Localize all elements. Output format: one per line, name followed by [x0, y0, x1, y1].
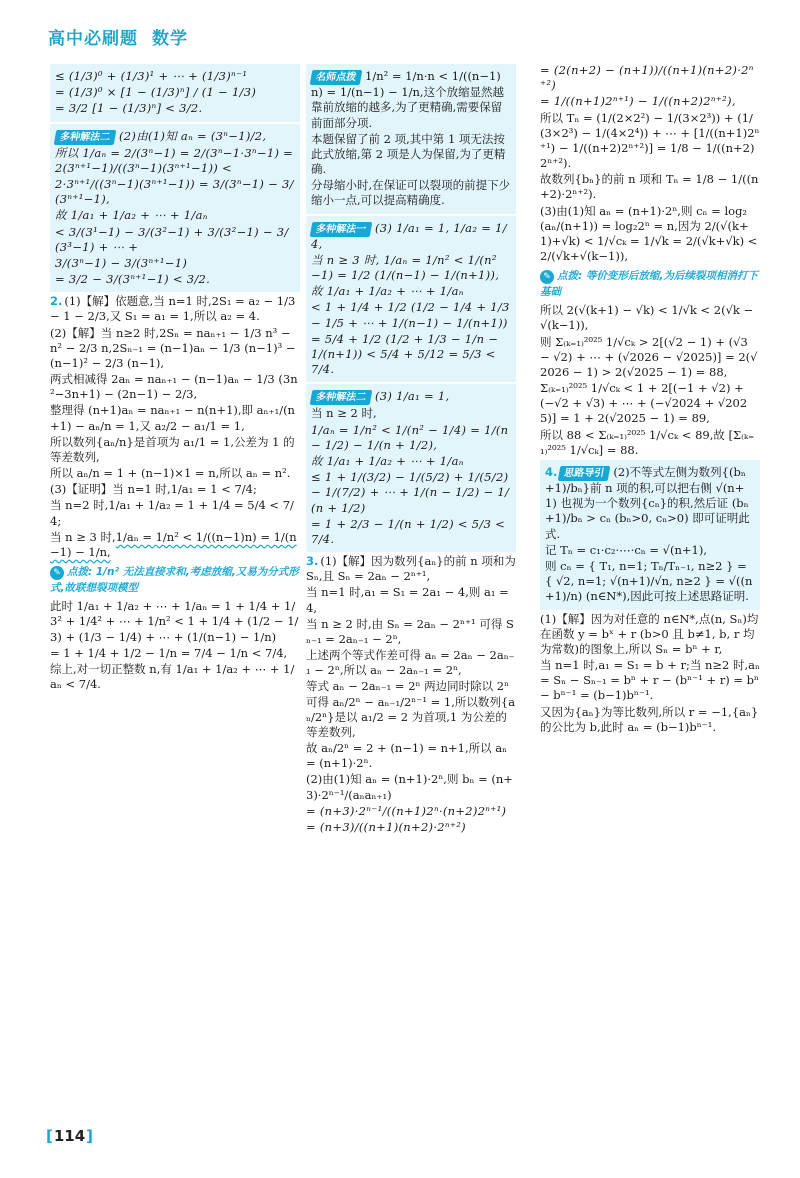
text-line: 上述两个等式作差可得 aₙ = 2aₙ − 2aₙ₋₁ − 2ⁿ,所以 aₙ − 2aₙ₋₁ = 2ⁿ, — [306, 648, 515, 678]
question-number: 2. — [50, 294, 63, 309]
method-tag: 多种解法二 — [54, 130, 117, 145]
method-tag: 多种解法一 — [310, 222, 373, 237]
solution-block-1a — [50, 64, 300, 122]
math-line: (2)由(1)知 aₙ = (3ⁿ−1)/2, — [119, 128, 267, 143]
math-line: 当 n ≥ 3 时, 1/aₙ = 1/n² < 1/(n²−1) = 1/2 (1/(n−1) − 1/(n+1)), — [311, 252, 500, 283]
teacher-note-block — [306, 64, 516, 214]
text-line: 此时 1/a₁ + 1/a₂ + ⋯ + 1/aₙ = 1 + 1/4 + 1/3² + 1/4² + ⋯ + 1/n² < 1 + 1/4 + (1/2 − 1/3) + (1/3 − 1/4) + ⋯ + (1/(n−1) − 1/n) — [50, 599, 299, 644]
text-line: (1)【解】因为对任意的 n∈N*,点(n, Sₙ)均在函数 y = bˣ + r (b>0 且 b≠1, b, r 均为常数)的图象上,所以 Sₙ = bⁿ + r, — [540, 611, 759, 656]
math-line: = 1 + 2/3 − 1/(n + 1/2) < 5/3 < 7/4. — [311, 516, 506, 546]
text-line: 故 aₙ/2ⁿ = 2 + (n−1) = n+1,所以 aₙ = (n+1)·2ⁿ. — [306, 741, 508, 771]
text-line: 当 n=1 时,a₁ = S₁ = b + r;当 n≥2 时,aₙ = Sₙ − Sₙ₋₁ = bⁿ + r − (bⁿ⁻¹ + r) = bⁿ − bⁿ⁻¹ = (b−1)bⁿ⁻¹. — [540, 658, 760, 703]
hint-note: ✎ 点拨: 1/n² 无法直接求和,考虑放缩,又易为分式形式,故联想裂项模型 — [50, 566, 299, 595]
math-line: 故 1/a₁ + 1/a₂ + ⋯ + 1/aₙ — [55, 208, 208, 223]
text-line: 综上,对一切正整数 n,有 1/a₁ + 1/a₂ + ⋯ + 1/aₙ < 7/4. — [50, 661, 295, 692]
guide-block — [540, 460, 760, 610]
math-line: = (2(n+2) − (n+1))/((n+1)(n+2)·2ⁿ⁺²) — [540, 63, 754, 93]
text-line: 记 Tₙ = c₁·c₂·⋯·cₙ = √(n+1), — [545, 542, 707, 557]
solution-block-2a — [306, 216, 516, 383]
text-line: 等式 aₙ − 2aₙ₋₁ = 2ⁿ 两边同时除以 2ⁿ 可得 aₙ/2ⁿ − aₙ₋₁/2ⁿ⁻¹ = 1,所以数列{aₙ/2ⁿ}是以 a₁/2 = 2 为首项,1 为公差的等差数列, — [306, 679, 516, 739]
math-line: < 3/(3¹−1) − 3/(3²−1) + 3/(3²−1) − 3/(3³−1) + ⋯ + — [55, 224, 289, 254]
text-line: 当 n=1 时,a₁ = S₁ = 2a₁ − 4,则 a₁ = 4, — [306, 585, 509, 615]
math-line: = (1/3)⁰ × [1 − (1/3)ⁿ] / (1 − 1/3) — [55, 85, 257, 100]
text-line: (1)【解】依题意,当 n=1 时,2S₁ = a₂ − 1/3 − 1 − 2/3,又 S₁ = a₁ = 1,所以 a₂ = 4. — [50, 294, 296, 324]
column-right — [540, 62, 760, 1122]
text-line: 当 n ≥ 2 时, — [311, 406, 377, 421]
page-header — [48, 24, 188, 49]
text-line: 所以 Tₙ = (1/(2×2²) − 1/(3×2³)) + (1/(3×2³) − 1/(4×2⁴)) + ⋯ + [1/((n+1)2ⁿ⁺¹) − 1/((n+2)2ⁿ⁺²)] = 1/8 − 1/((n+2)2ⁿ⁺²). — [540, 110, 760, 171]
math-line: ≤ 1 + 1/(3/2) − 1/(5/2) + 1/(5/2) − 1/(7/2) + ⋯ + 1/(n − 1/2) − 1/(n + 1/2) — [311, 470, 510, 515]
lightbulb-icon: ✎ — [540, 270, 554, 284]
text-line: = 1 + 1/4 + 1/2 − 1/n = 7/4 − 1/n < 7/4, — [50, 645, 288, 660]
text-line: 所以数列{aₙ/n}是首项为 a₁/1 = 1,公差为 1 的等差数列, — [50, 434, 295, 464]
solution-block-1b — [50, 124, 300, 293]
math-line: 故 1/a₁ + 1/a₂ + ⋯ + 1/aₙ — [311, 284, 464, 299]
math-line: = 5/4 + 1/2 (1/2 + 1/3 − 1/n − 1/(n+1)) < 5/4 + 5/12 = 5/3 < 7/4. — [311, 331, 499, 377]
question-number: 3. — [306, 554, 319, 569]
page-number: [ 114 ] — [46, 1127, 93, 1145]
lightbulb-icon: ✎ — [50, 566, 64, 580]
text-line: 1/aₙ = 1/n² < 1/((n−1)n) = 1/(n−1) − 1/n, — [50, 529, 297, 559]
text-line: 又因为{aₙ}为等比数列,所以 r = −1,{aₙ}的公比为 b,此时 aₙ = (b−1)bⁿ⁻¹. — [540, 704, 759, 734]
guide-tag: 思路导引 — [558, 466, 611, 481]
text-line: (2)不等式左侧为数列{(bₙ+1)/bₙ}前 n 项的积,可以把右侧 √(n+1) 也视为一个数列{cₙ}的积,然后证 (bₙ+1)/bₙ > cₙ (bₙ>0, cₙ>0) 即可证明此式. — [545, 464, 750, 541]
text-line: (2)【解】当 n≥2 时,2Sₙ = naₙ₊₁ − 1/3 n³ − n² − 2/3 n,2Sₙ₋₁ = (n−1)aₙ − 1/3 (n−1)³ − (n−1)² − 2/3 (n−1), — [50, 325, 296, 370]
text-line: (3)【证明】当 n=1 时,1/a₁ = 1 < 7/4; — [50, 482, 257, 497]
column-middle — [306, 62, 516, 1122]
math-line: ≤ (1/3)⁰ + (1/3)¹ + ⋯ + (1/3)ⁿ⁻¹ — [55, 69, 248, 83]
math-line: = 3/2 − 3/(3ⁿ⁺¹−1) < 3/2. — [55, 272, 211, 287]
math-line: (3) 1/a₁ = 1, 1/a₂ = 1/4, — [311, 220, 507, 251]
text-line: 本题保留了前 2 项,其中第 1 项无法按此式放缩,第 2 项是人为保留,为了更精确. — [311, 131, 506, 177]
math-line: 3/(3ⁿ−1) − 3/(3ⁿ⁺¹−1) — [55, 255, 188, 270]
math-line: 所以 1/aₙ = 2/(3ⁿ−1) = 2/(3ⁿ−1·3ⁿ−1) = 2(3ⁿ⁺¹−1)/((3ⁿ−1)(3ⁿ⁺¹−1)) < — [55, 145, 294, 175]
hint-note: ✎ 点拨: 等价变形后放缩,为后续裂项相消打下基础 — [540, 270, 758, 299]
text-line: 当 n ≥ 2 时,由 Sₙ = 2aₙ − 2ⁿ⁺¹ 可得 Sₙ₋₁ = 2aₙ₋₁ − 2ⁿ, — [306, 616, 514, 646]
text-line: (1)【解】因为数列{aₙ}的前 n 项和为 Sₙ,且 Sₙ = 2aₙ − 2ⁿ⁺¹, — [306, 554, 516, 584]
math-line: = (n+3)·2ⁿ⁻¹/((n+1)2ⁿ·(n+2)2ⁿ⁺¹) — [306, 803, 507, 818]
note-tag: 名师点拨 — [310, 70, 363, 85]
text-line: 1/n² = 1/n·n < 1/((n−1)n) = 1/(n−1) − 1/n,这个放缩显然越靠前放缩的越多,为了更精确,需要保留前面部分项. — [311, 69, 505, 130]
math-line: 1/aₙ = 1/n² < 1/(n² − 1/4) = 1/(n − 1/2) − 1/(n + 1/2), — [311, 422, 509, 452]
text-line: 则 Σ₍ₖ₌₁₎²⁰²⁵ 1/√cₖ > 2[(√2 − 1) + (√3 − √2) + ⋯ + (√2026 − √2025)] = 2(√2026 − 1) > 2(√2025 − 1) = 88, — [540, 334, 758, 379]
math-line: = 1/((n+1)2ⁿ⁺¹) − 1/((n+2)2ⁿ⁺²), — [540, 94, 736, 109]
math-line: < 1 + 1/4 + 1/2 (1/2 − 1/4 + 1/3 − 1/5 + ⋯ + 1/(n−1) − 1/(n+1)) — [311, 300, 510, 330]
math-line: 故 1/a₁ + 1/a₂ + ⋯ + 1/aₙ — [311, 454, 464, 468]
text-line: (3)由(1)知 aₙ = (n+1)·2ⁿ,则 cₙ = log₂ (aₙ/(n+1)) = log₂2ⁿ = n,因为 2/(√(k+1)+√k) < 1/√cₖ = 1/√k = 2/(√k+√k) < 2/(√k+√(k−1)), — [540, 203, 758, 264]
column-left — [50, 62, 300, 1122]
text-line: 两式相减得 2aₙ = naₙ₊₁ − (n−1)aₙ − 1/3 (3n²−3n+1) − (2n−1) − 2/3, — [50, 372, 298, 402]
series-title: 高中必刷题 — [48, 29, 138, 49]
text-line: 所以 88 < Σ₍ₖ₌₁₎²⁰²⁵ 1/√cₖ < 89,故 [Σ₍ₖ₌₁₎²⁰²⁵ 1/√cₖ] = 88. — [540, 427, 755, 457]
text-line: 则 cₙ = { T₁, n=1; Tₙ/Tₙ₋₁, n≥2 } = { √2, n=1; √(n+1)/√n, n≥2 } = √((n+1)/n) (n∈N*),因此可按上述思路证明. — [545, 559, 753, 604]
text-line: 所以 aₙ/n = 1 + (n−1)×1 = n,所以 aₙ = n². — [50, 466, 291, 481]
subject-title: 数学 — [152, 29, 188, 49]
text-line: 所以 2(√(k+1) − √k) < 1/√k < 2(√k − √(k−1)), — [540, 303, 754, 333]
text-line: 故数列{bₙ}的前 n 项和 Tₙ = 1/8 − 1/((n+2)·2ⁿ⁺²). — [540, 172, 759, 202]
text-line: 整理得 (n+1)aₙ = naₙ₊₁ − n(n+1),即 aₙ₊₁/(n+1) − aₙ/n = 1,又 a₂/2 − a₁/1 = 1, — [50, 403, 295, 433]
math-line: = 3/2 [1 − (1/3)ⁿ] < 3/2. — [55, 101, 203, 116]
text-line: (2)由(1)知 aₙ = (n+1)·2ⁿ,则 bₙ = (n+3)·2ⁿ⁻¹/(aₙaₙ₊₁) — [306, 772, 513, 802]
method-tag: 多种解法二 — [310, 390, 373, 405]
solution-block-2b — [306, 384, 516, 552]
text-line: 分母缩小时,在保证可以裂项的前提下少缩小一点,可以提高精确度. — [311, 178, 511, 208]
question-number: 4. — [545, 464, 558, 479]
math-line: 2·3ⁿ⁺¹/((3ⁿ−1)(3ⁿ⁺¹−1)) = 3/(3ⁿ−1) − 3/(3ⁿ⁺¹−1), — [55, 177, 294, 207]
text-line: 当 n=2 时,1/a₁ + 1/a₂ = 1 + 1/4 = 5/4 < 7/4; — [50, 498, 294, 528]
text-line: Σ₍ₖ₌₁₎²⁰²⁵ 1/√cₖ < 1 + 2[(−1 + √2) + (−√2 + √3) + ⋯ + (−√2024 + √2025)] = 1 + 2(√2025 − 1) = 89, — [540, 381, 748, 426]
text-line: 当 n ≥ 3 时, — [50, 529, 116, 544]
math-line: (3) 1/a₁ = 1, — [375, 389, 450, 404]
math-line: = (n+3)/((n+1)(n+2)·2ⁿ⁺²) — [306, 819, 466, 834]
